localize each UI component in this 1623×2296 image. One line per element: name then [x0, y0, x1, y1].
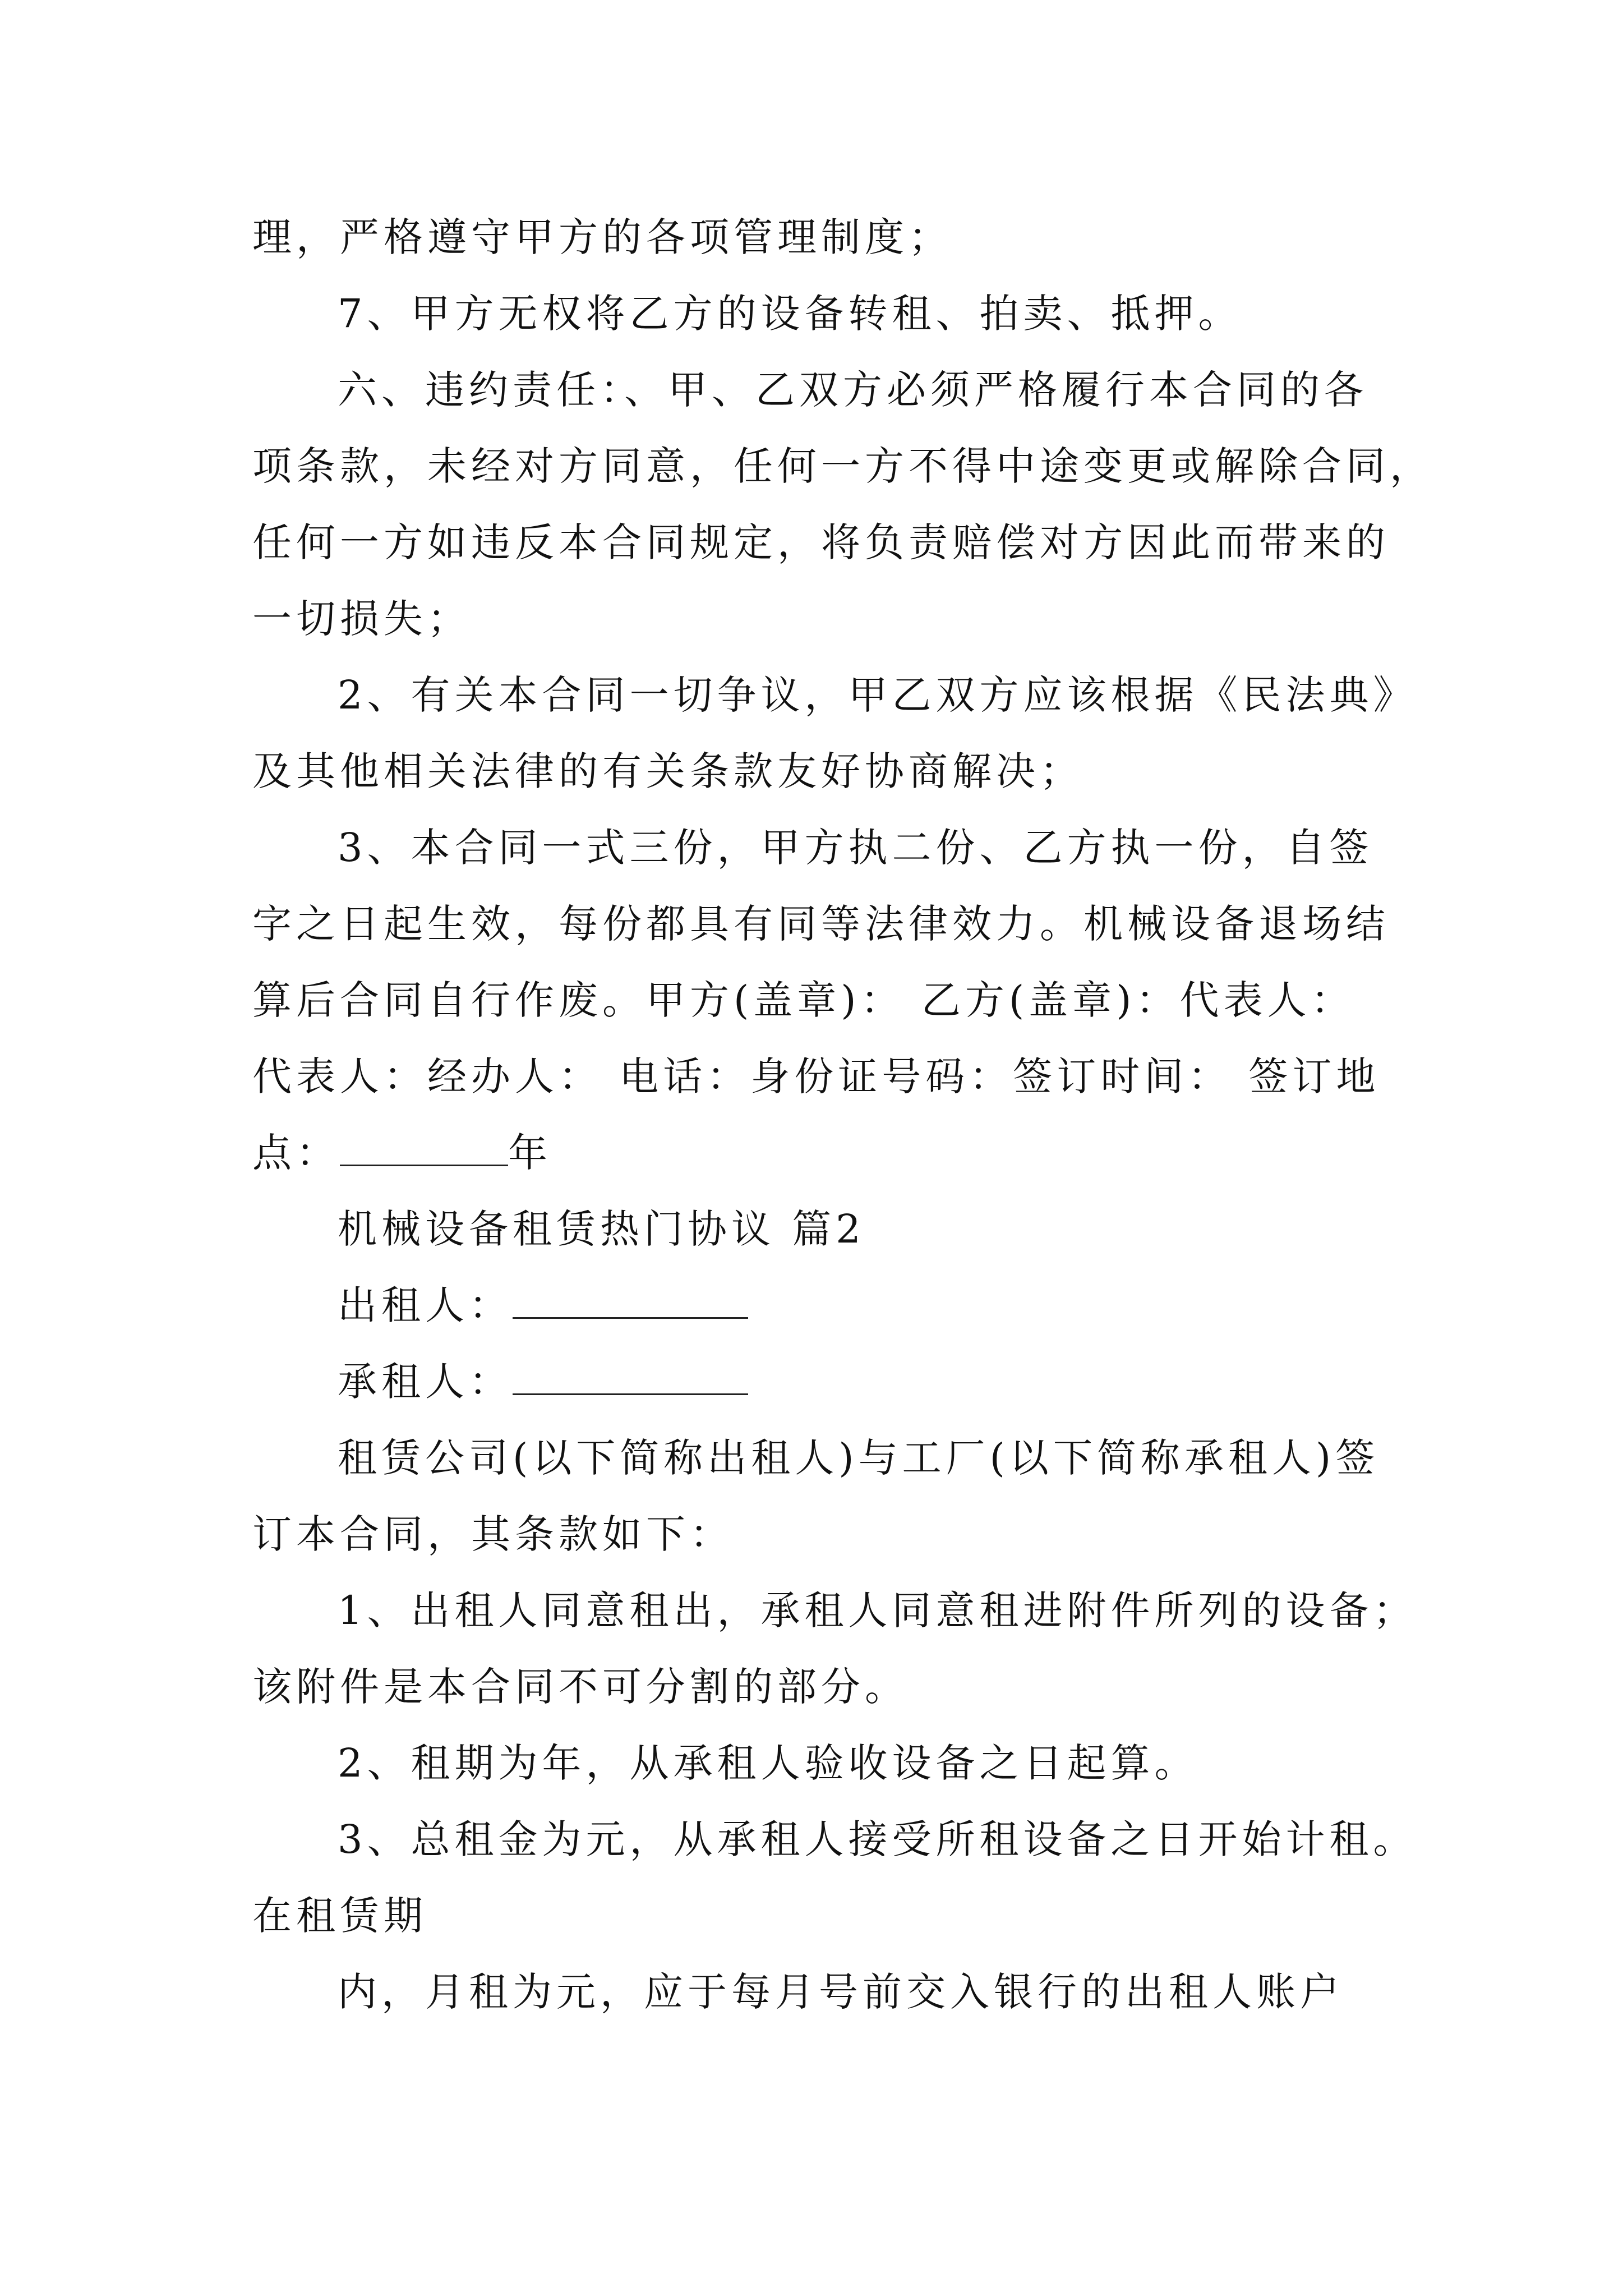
text-line: 3、总租金为元，从承租人接受所租设备之日开始计租。 [338, 1816, 1417, 1862]
text-line: 订本合同，其条款如下： [252, 1511, 734, 1557]
text-line: 3、本合同一式三份，甲方执二份、乙方执一份，自签 [338, 825, 1373, 871]
text-line: 7、甲方无权将乙方的设备转租、拍卖、抵押。 [338, 291, 1242, 337]
contract-clauses [252, 199, 1433, 1115]
lessor-blank [513, 1286, 748, 1319]
text-line: 2、有关本合同一切争议，甲乙双方应该根据《民法典》 [338, 672, 1417, 718]
lessee-line [252, 1343, 1385, 1420]
text-line: 算后合同自行作废。甲方(盖章)： 乙方(盖章)：代表人： [252, 977, 1355, 1023]
text-line: 租赁公司(以下简称出租人)与工厂(以下简称承租人)签 [338, 1435, 1380, 1481]
lessee-blank [513, 1362, 748, 1395]
text-line: 六、违约责任：、甲、乙双方必须严格履行本合同的各 [338, 367, 1368, 413]
lease-terms [252, 1420, 1417, 2030]
text-line: 在租赁期 [252, 1893, 427, 1939]
date-suffix: 年 [508, 1130, 552, 1176]
date-blank [340, 1133, 508, 1166]
text-line: 1、出租人同意租出，承租人同意租进附件所列的设备； [338, 1588, 1417, 1634]
text-line: 字之日起生效，每份都具有同等法律效力。机械设备退场结 [252, 901, 1390, 947]
text-line: 任何一方如违反本合同规定，将负责赔偿对方因此而带来的 [252, 519, 1390, 565]
lessee-label: 承租人： [338, 1359, 513, 1405]
document-page [252, 199, 1433, 2030]
section-title: 机械设备租赁热门协议 篇2 [338, 1206, 865, 1252]
text-line: 一切损失； [252, 596, 471, 642]
lessor-label: 出租人： [338, 1282, 513, 1328]
text-line: 内，月租为元，应于每月号前交入银行的出租人账户 [338, 1969, 1344, 2015]
date-prefix: 点： [252, 1130, 340, 1176]
text-line: 该附件是本合同不可分割的部分。 [252, 1664, 909, 1710]
lessor-line [252, 1267, 1385, 1343]
text-line: 理，严格遵守甲方的各项管理制度； [252, 214, 952, 260]
text-line: 项条款，未经对方同意，任何一方不得中途变更或解除合同， [252, 443, 1433, 489]
text-line: 及其他相关法律的有关条款友好协商解决； [252, 748, 1083, 794]
signing-date-line [252, 1115, 1385, 1191]
text-line: 代表人：经办人： 电话：身份证号码：签订时间： 签订地 [252, 1053, 1380, 1099]
text-line: 2、租期为年，从承租人验收设备之日起算。 [338, 1740, 1198, 1786]
